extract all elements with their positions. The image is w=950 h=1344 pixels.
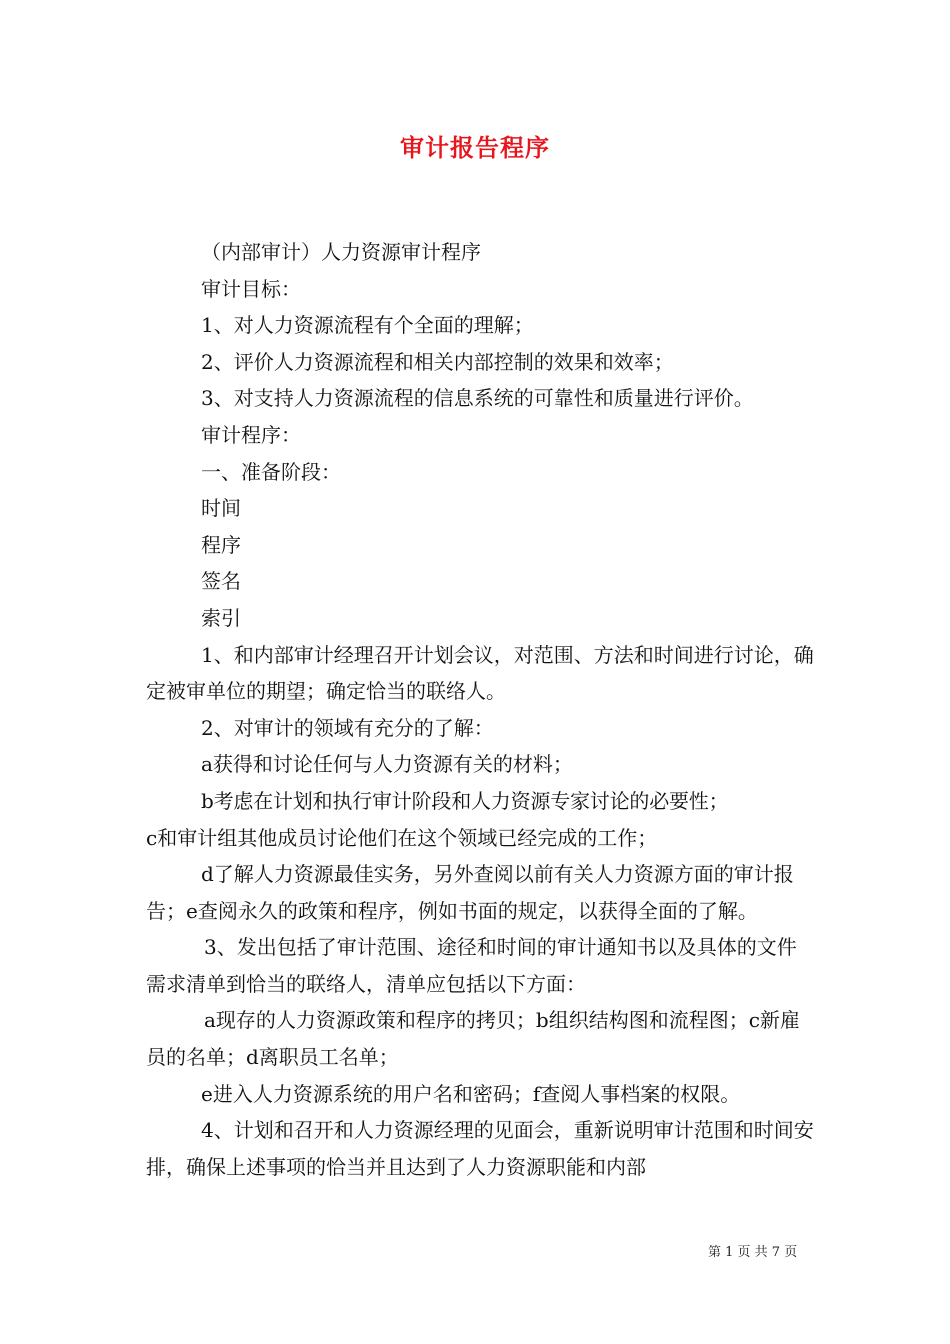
paragraph: 审计程序： xyxy=(201,422,301,447)
document-body xyxy=(146,234,816,1185)
paragraph: 3、对支持人力资源流程的信息系统的可靠性和质量进行评价。 xyxy=(201,386,754,411)
paragraph: 一、准备阶段： xyxy=(201,459,341,484)
paragraph: 程序 xyxy=(201,532,241,557)
paragraph: a获得和讨论任何与人力资源有关的材料； xyxy=(201,752,573,777)
paragraph: （内部审计）人力资源审计程序 xyxy=(201,240,481,264)
paragraph: 签名 xyxy=(201,569,241,594)
paragraph: 审计目标： xyxy=(201,276,301,301)
paragraph: 2、评价人力资源流程和相关内部控制的效果和效率； xyxy=(201,349,674,374)
paragraph: b考虑在计划和执行审计阶段和人力资源专家讨论的必要性； xyxy=(201,788,729,813)
paragraph: a现存的人力资源政策和程序的拷贝；b组织结构图和流程图；c新雇员的名单；d离职员工名单； xyxy=(146,1008,800,1070)
paragraph: 1、和内部审计经理召开计划会议，对范围、方法和时间进行讨论，确定被审单位的期望；确定恰当的联络人。 xyxy=(146,642,814,704)
paragraph: 时间 xyxy=(201,496,241,521)
paragraph: 4、计划和召开和人力资源经理的见面会，重新说明审计范围和时间安排，确保上述事项的恰当并且达到了人力资源职能和内部 xyxy=(146,1118,814,1179)
document-title: 审计报告程序 xyxy=(400,133,550,162)
paragraph: 1、对人力资源流程有个全面的理解； xyxy=(201,313,534,338)
page-indicator: 第 1 页 共 7 页 xyxy=(708,1245,798,1260)
paragraph: c和审计组其他成员讨论他们在这个领域已经完成的工作； xyxy=(146,825,658,850)
paragraph: d了解人力资源最佳实务，另外查阅以前有关人力资源方面的审计报告；e查阅永久的政策和程序，例如书面的规定，以获得全面的了解。 xyxy=(146,862,794,923)
paragraph: 索引 xyxy=(201,605,241,630)
paragraph: 3、发出包括了审计范围、途径和时间的审计通知书以及具体的文件需求清单到恰当的联络人，清单应包括以下方面： xyxy=(146,935,797,996)
paragraph: 2、对审计的领域有充分的了解： xyxy=(201,715,494,740)
paragraph: e进入人力资源系统的用户名和密码；f查阅人事档案的权限。 xyxy=(201,1081,741,1106)
